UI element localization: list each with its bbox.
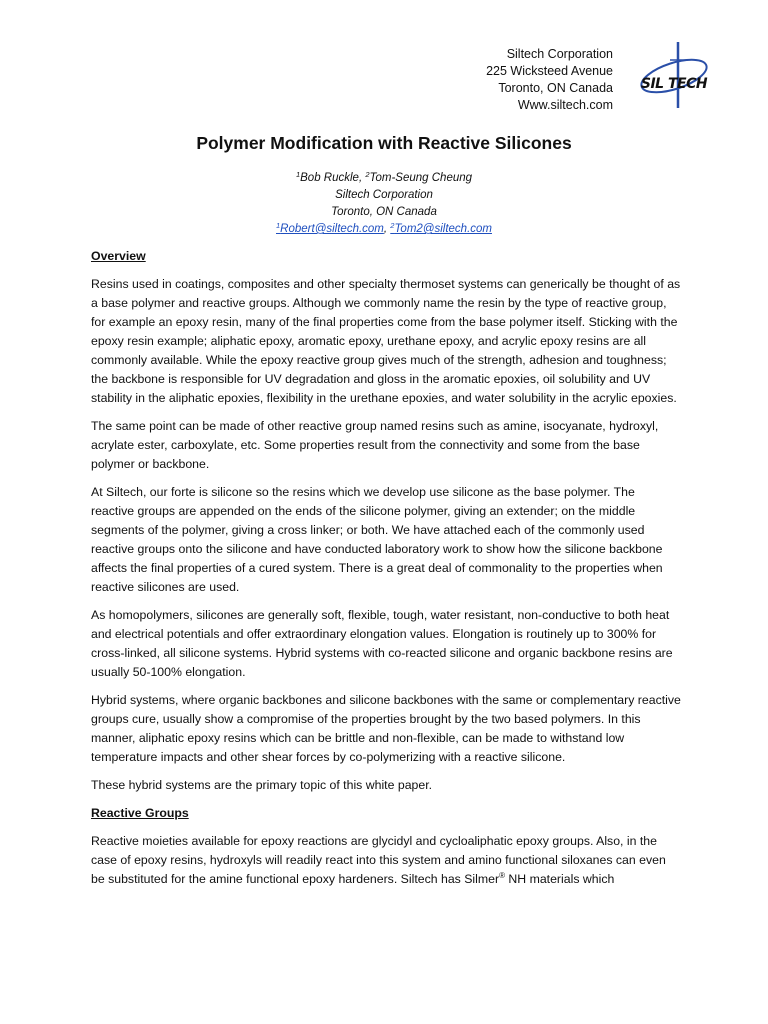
registered-mark: ®	[499, 870, 505, 880]
paragraph-4: As homopolymers, silicones are generally soft, flexible, tough, water resistant, non-conductive to both heat and electrical potentials and offer extraordinary elongation values. Elongation is routinely up to 300% for cross-linked, all silicone systems. Hybrid systems with co-reacted silicone and organic backbone resins are usually 50-100% elongation.	[91, 608, 673, 679]
email1-link[interactable]	[276, 223, 384, 235]
paragraph-5: Hybrid systems, where organic backbones and silicone backbones with the same or complementary reactive groups cure, usually show a compromise of the properties brought by the two based polymers. In this manner, aliphatic epoxy resins which can be brittle and non-flexible, can be made to withstand low temperature impacts and other shear forces by co-polymerizing with a reactive silicone.	[91, 693, 681, 764]
logo-text: SIL TECH	[640, 76, 708, 92]
email2-text: Tom2@siltech.com	[394, 223, 492, 235]
email1-text: Robert@siltech.com	[280, 223, 384, 235]
author2-sup: 2	[365, 170, 370, 179]
email-separator: ,	[383, 223, 391, 235]
company-address-block	[486, 46, 613, 114]
siltech-logo	[634, 40, 714, 110]
email1-sup: 1	[276, 221, 281, 230]
document-title: Polymer Modification with Reactive Silicones	[196, 133, 572, 153]
author1-sup: 1	[295, 170, 301, 179]
siltech-logo-graphic	[634, 40, 714, 110]
paragraph-6: These hybrid systems are the primary topic of this white paper.	[91, 778, 433, 792]
author-names	[0, 170, 768, 187]
paragraph-7-part-b: NH materials which	[504, 872, 615, 886]
company-name: Siltech Corporation	[506, 47, 613, 61]
paragraph-7-part-a: Reactive moieties available for epoxy reactions are glycidyl and cycloaliphatic epoxy groups. Also, in the case of epoxy resins, hydroxyls will readily react into this system and amino functional siloxanes can even be substituted for the amine functional epoxy hardeners. Siltech has Silmer	[91, 834, 666, 886]
author-emails	[0, 221, 768, 238]
email2-link[interactable]	[390, 223, 492, 235]
author-block	[0, 170, 768, 238]
email2-sup: 2	[390, 221, 395, 230]
author-affiliation: Siltech Corporation	[335, 189, 433, 201]
company-website: Www.siltech.com	[517, 98, 613, 112]
paragraph-1: Resins used in coatings, composites and other specialty thermoset systems can generically be thought of as a base polymer and reactive groups. Although we commonly name the resin by the type of reactive group, for example an epoxy resin, many of the final properties come from the base polymer itself. Sticking with the epoxy resin example; aliphatic epoxy, aromatic epoxy, urethane epoxy, and acrylic epoxy resins are all commonly available. While the epoxy reactive group gives much of the strength, adhesion and toughness; the backbone is responsible for UV degradation and gloss in the aromatic epoxies, oil solubility and UV stability in the aliphatic epoxies, flexibility in the urethane epoxies, and water solubility in the acrylic epoxies.	[91, 277, 681, 405]
author1-name: Bob Ruckle,	[300, 172, 366, 184]
paragraph-3: At Siltech, our forte is silicone so the resins which we develop use silicone as the base polymer. The reactive groups are appended on the ends of the silicone polymer, giving an extender; on the middle segments of the polymer, giving a cross linker; or both. We have attached each of the commonly used reactive groups onto the silicone and have conducted laboratory work to show how the silicone backbone affects the final properties of a cured system. There is a great deal of commonality to the properties when reactive silicones are used.	[91, 485, 663, 594]
overview-heading: Overview	[91, 249, 146, 263]
author-location: Toronto, ON Canada	[331, 206, 437, 218]
company-street: 225 Wicksteed Avenue	[486, 64, 613, 78]
reactive-groups-heading: Reactive Groups	[91, 806, 189, 820]
author2-name: Tom-Seung Cheung	[369, 172, 473, 184]
company-city: Toronto, ON Canada	[498, 81, 613, 95]
paragraph-7	[91, 832, 681, 889]
document-body	[91, 247, 681, 898]
paragraph-2: The same point can be made of other reactive group named resins such as amine, isocyanate, hydroxyl, acrylate ester, carboxylate, etc. Some properties result from the connectivity and some from the base polymer or backbone.	[91, 419, 659, 471]
